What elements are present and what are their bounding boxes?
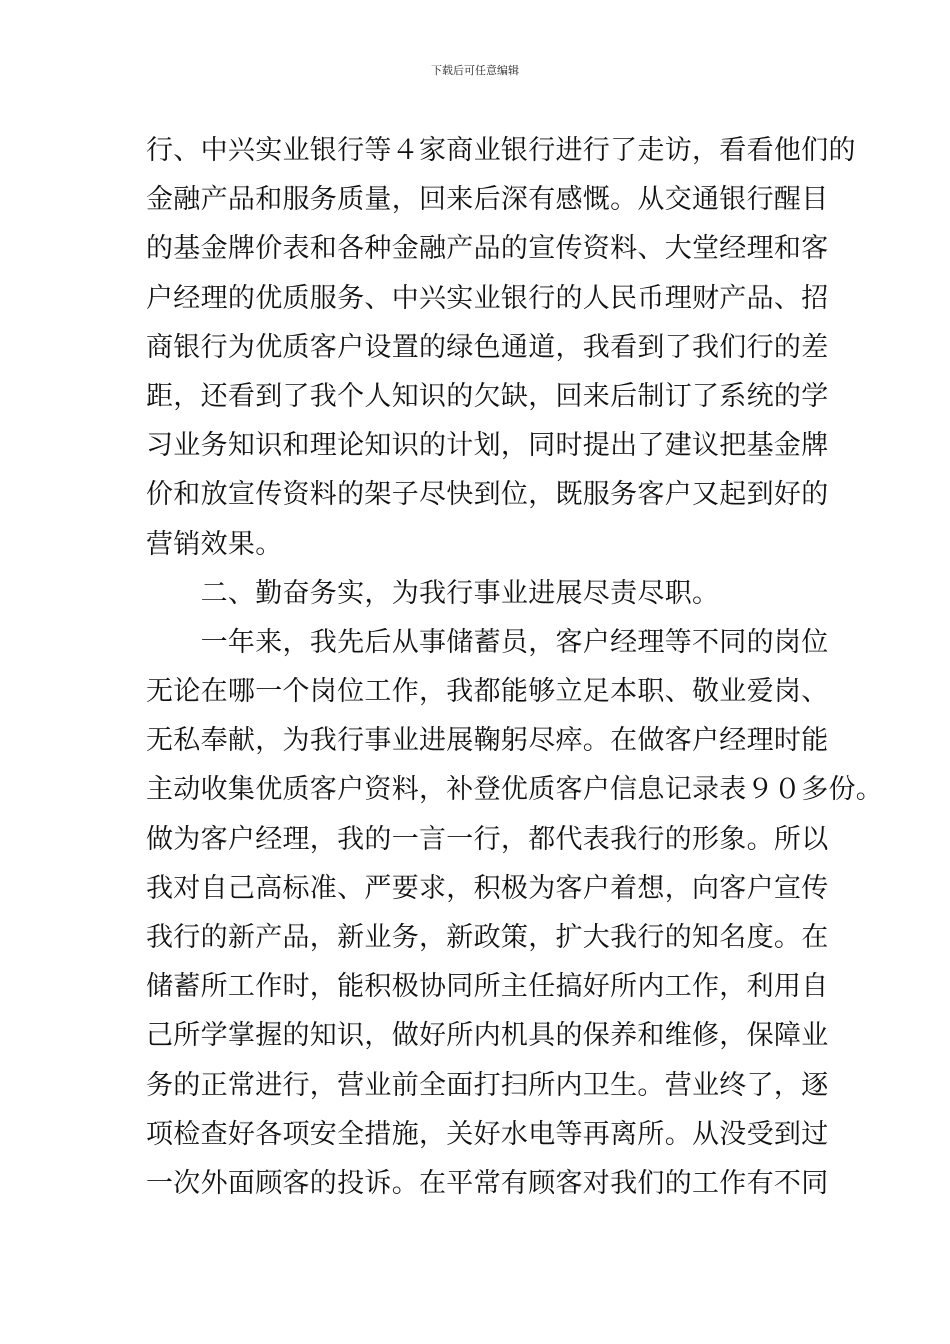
text-line: 储蓄所工作时，能积极协同所主任搞好所内工作，利用自 (146, 971, 829, 1003)
text-line: 做为客户经理，我的一言一行，都代表我行的形象。所以 (146, 823, 829, 855)
text-line: 商银行为优质客户设置的绿色通道，我看到了我们行的差 (146, 331, 829, 363)
text-line: 的基金牌价表和各种金融产品的宣传资料、大堂经理和客 (146, 233, 829, 265)
text-line: 无私奉献，为我行事业进展鞠躬尽瘁。在做客户经理时能 (146, 725, 829, 757)
text-line: 习业务知识和理论知识的计划，同时提出了建议把基金牌 (146, 430, 829, 462)
text-line: 己所学掌握的知识，做好所内机具的保养和维修，保障业 (146, 1020, 829, 1052)
text-line: 距，还看到了我个人知识的欠缺，回来后制订了系统的学 (146, 380, 829, 412)
text-line: 务的正常进行，营业前全面打扫所内卫生。营业终了，逐 (146, 1069, 829, 1101)
text-line: 户经理的优质服务、中兴实业银行的人民币理财产品、招 (146, 282, 829, 314)
text-line: 我行的新产品，新业务，新政策，扩大我行的知名度。在 (146, 922, 829, 953)
text-line: 一次外面顾客的投诉。在平常有顾客对我们的工作有不同 (146, 1167, 829, 1199)
page-header: 下载后可任意编辑 (431, 64, 519, 77)
text-line: 项检查好各项安全措施，关好水电等再离所。从没受到过 (146, 1118, 829, 1150)
text-line: 我对自己高标准、严要求，积极为客户着想，向客户宣传 (146, 872, 829, 904)
text-line: 主动收集优质客户资料，补登优质客户信息记录表９０多份。 (146, 774, 884, 806)
text-line: 行、中兴实业银行等４家商业银行进行了走访，看看他们的 (146, 135, 856, 166)
text-line: 营销效果。 (146, 528, 283, 560)
text-line: 金融产品和服务质量，回来后深有感慨。从交通银行醒目 (146, 184, 829, 216)
text-line: 一年来，我先后从事储蓄员，客户经理等不同的岗位 (146, 626, 829, 658)
text-line: 无论在哪一个岗位工作，我都能够立足本职、敬业爱岗、 (146, 676, 829, 708)
body-text (146, 126, 884, 1208)
text-line: 价和放宣传资料的架子尽快到位，既服务客户又起到好的 (146, 479, 829, 511)
section-heading: 二、勤奋务实，为我行事业进展尽责尽职。 (146, 577, 720, 609)
